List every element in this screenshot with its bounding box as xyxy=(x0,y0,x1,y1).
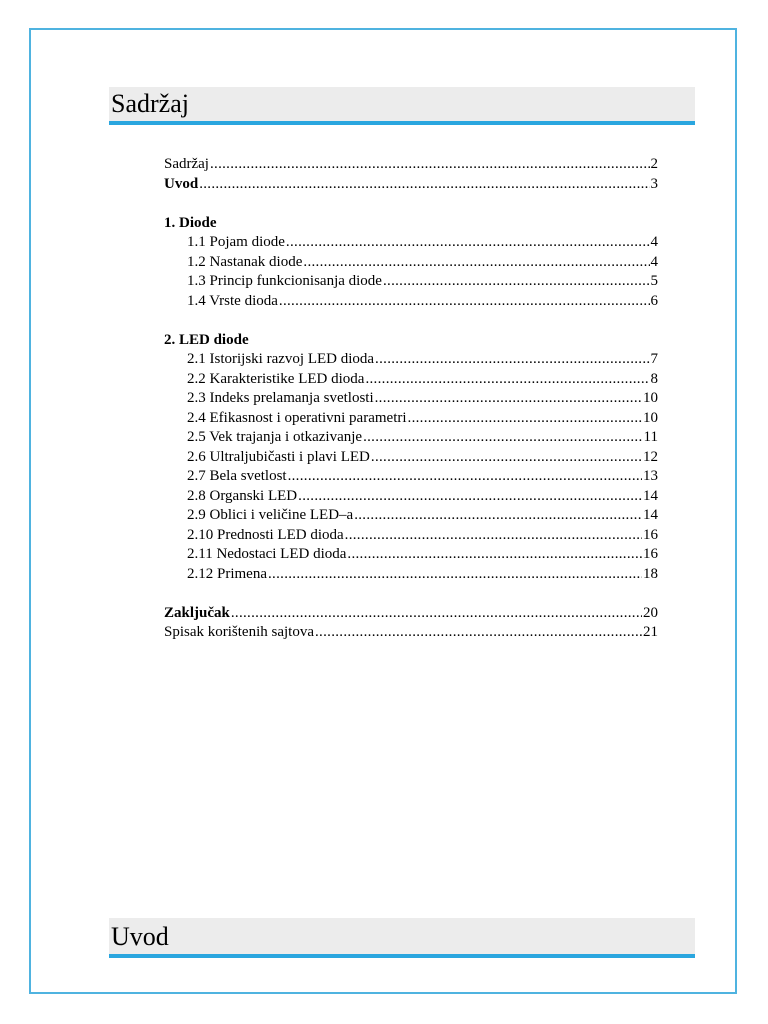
toc-heading: Sadržaj xyxy=(111,89,189,118)
toc-entry[interactable] xyxy=(164,233,658,253)
toc-entry-page: 10 xyxy=(643,409,658,426)
dot-leader xyxy=(288,467,642,487)
toc-heading-bar xyxy=(109,87,695,125)
toc-entry[interactable] xyxy=(164,389,658,409)
dot-leader xyxy=(345,526,642,546)
toc-entry[interactable] xyxy=(164,292,658,312)
dot-leader xyxy=(365,370,649,390)
toc-entry[interactable] xyxy=(164,487,658,507)
table-of-contents xyxy=(164,155,658,643)
intro-heading-bar xyxy=(109,918,695,958)
toc-entry[interactable] xyxy=(164,409,658,429)
toc-entry-page: 10 xyxy=(643,390,658,406)
chapter-1-title[interactable]: 1. Diode xyxy=(164,214,217,231)
toc-entry-label: 2.6 Ultraljubičasti i plavi LED xyxy=(187,448,370,465)
toc-entry-page: 21 xyxy=(643,624,658,640)
toc-entry-label: 2.4 Efikasnost i operativni parametri xyxy=(187,409,407,426)
toc-entry[interactable] xyxy=(164,565,658,585)
toc-entry-conclusion[interactable] xyxy=(164,604,658,624)
toc-entry-page: 7 xyxy=(650,351,658,367)
dot-leader xyxy=(279,292,650,312)
toc-entry-label: Uvod xyxy=(164,175,199,192)
toc-entry-contents[interactable] xyxy=(164,155,658,175)
intro-heading: Uvod xyxy=(111,922,169,951)
dot-leader xyxy=(408,409,642,429)
toc-entry-label: 2.9 Oblici i veličine LED–a xyxy=(187,507,354,523)
toc-entry-page: 3 xyxy=(650,175,658,192)
toc-entry[interactable] xyxy=(164,506,658,526)
toc-entry-label: 2.8 Organski LED xyxy=(187,487,298,504)
dot-leader xyxy=(371,448,642,468)
dot-leader xyxy=(347,545,642,565)
toc-entry-label: Spisak korištenih sajtova xyxy=(164,624,314,640)
toc-entry-label: 2.12 Primena xyxy=(187,565,267,582)
toc-entry-label: 2.3 Indeks prelamanja svetlosti xyxy=(187,390,374,406)
toc-entry-label: Sadržaj xyxy=(164,156,209,172)
toc-entry-label: 2.7 Bela svetlost xyxy=(187,468,287,484)
dot-leader xyxy=(303,253,649,273)
dot-leader xyxy=(315,623,642,643)
dot-leader xyxy=(354,506,642,526)
toc-entry-page: 5 xyxy=(650,273,658,289)
toc-entry-intro[interactable] xyxy=(164,175,658,195)
dot-leader xyxy=(375,350,649,370)
toc-entry-label: Zaključak xyxy=(164,604,230,621)
toc-entry-label: 2.11 Nedostaci LED dioda xyxy=(187,546,347,562)
toc-entry-page: 6 xyxy=(650,292,658,309)
dot-leader xyxy=(298,487,642,507)
toc-entry-label: 2.1 Istorijski razvoj LED dioda xyxy=(187,351,375,367)
toc-entry[interactable] xyxy=(164,272,658,292)
dot-leader xyxy=(375,389,642,409)
toc-entry-page: 2 xyxy=(650,156,658,172)
toc-entry-page: 11 xyxy=(643,429,658,445)
dot-leader xyxy=(286,233,650,253)
toc-entry-page: 4 xyxy=(650,253,658,270)
toc-entry-label: 1.4 Vrste dioda xyxy=(187,292,278,309)
toc-entry-page: 14 xyxy=(643,487,658,504)
dot-leader xyxy=(363,428,642,448)
dot-leader xyxy=(210,155,650,175)
dot-leader xyxy=(231,604,642,624)
toc-entry-page: 20 xyxy=(643,604,658,621)
dot-leader xyxy=(199,175,649,195)
toc-entry[interactable] xyxy=(164,370,658,390)
toc-entry-page: 13 xyxy=(643,468,658,484)
toc-entry[interactable] xyxy=(164,448,658,468)
toc-entry[interactable] xyxy=(164,350,658,370)
toc-entry[interactable] xyxy=(164,467,658,487)
toc-entry[interactable] xyxy=(164,545,658,565)
chapter-2-title[interactable]: 2. LED diode xyxy=(164,331,249,348)
toc-entry-page: 14 xyxy=(643,507,658,523)
toc-entry-page: 16 xyxy=(643,526,658,543)
toc-entry-label: 1.2 Nastanak diode xyxy=(187,253,303,270)
toc-entry-label: 2.10 Prednosti LED dioda xyxy=(187,526,344,543)
toc-entry-label: 1.3 Princip funkcionisanja diode xyxy=(187,273,382,289)
toc-entry-page: 16 xyxy=(643,546,658,562)
toc-entry-label: 1.1 Pojam diode xyxy=(187,234,285,250)
toc-entry-label: 2.5 Vek trajanja i otkazivanje xyxy=(187,429,363,445)
dot-leader xyxy=(268,565,642,585)
toc-entry[interactable] xyxy=(164,428,658,448)
toc-entry-page: 4 xyxy=(650,234,658,250)
toc-entry-page: 12 xyxy=(643,448,658,465)
toc-entry-page: 8 xyxy=(650,370,658,387)
toc-entry[interactable] xyxy=(164,253,658,273)
toc-entry-page: 18 xyxy=(643,565,658,582)
toc-entry-label: 2.2 Karakteristike LED dioda xyxy=(187,370,365,387)
toc-entry-sites[interactable] xyxy=(164,623,658,643)
toc-entry[interactable] xyxy=(164,526,658,546)
dot-leader xyxy=(383,272,650,292)
